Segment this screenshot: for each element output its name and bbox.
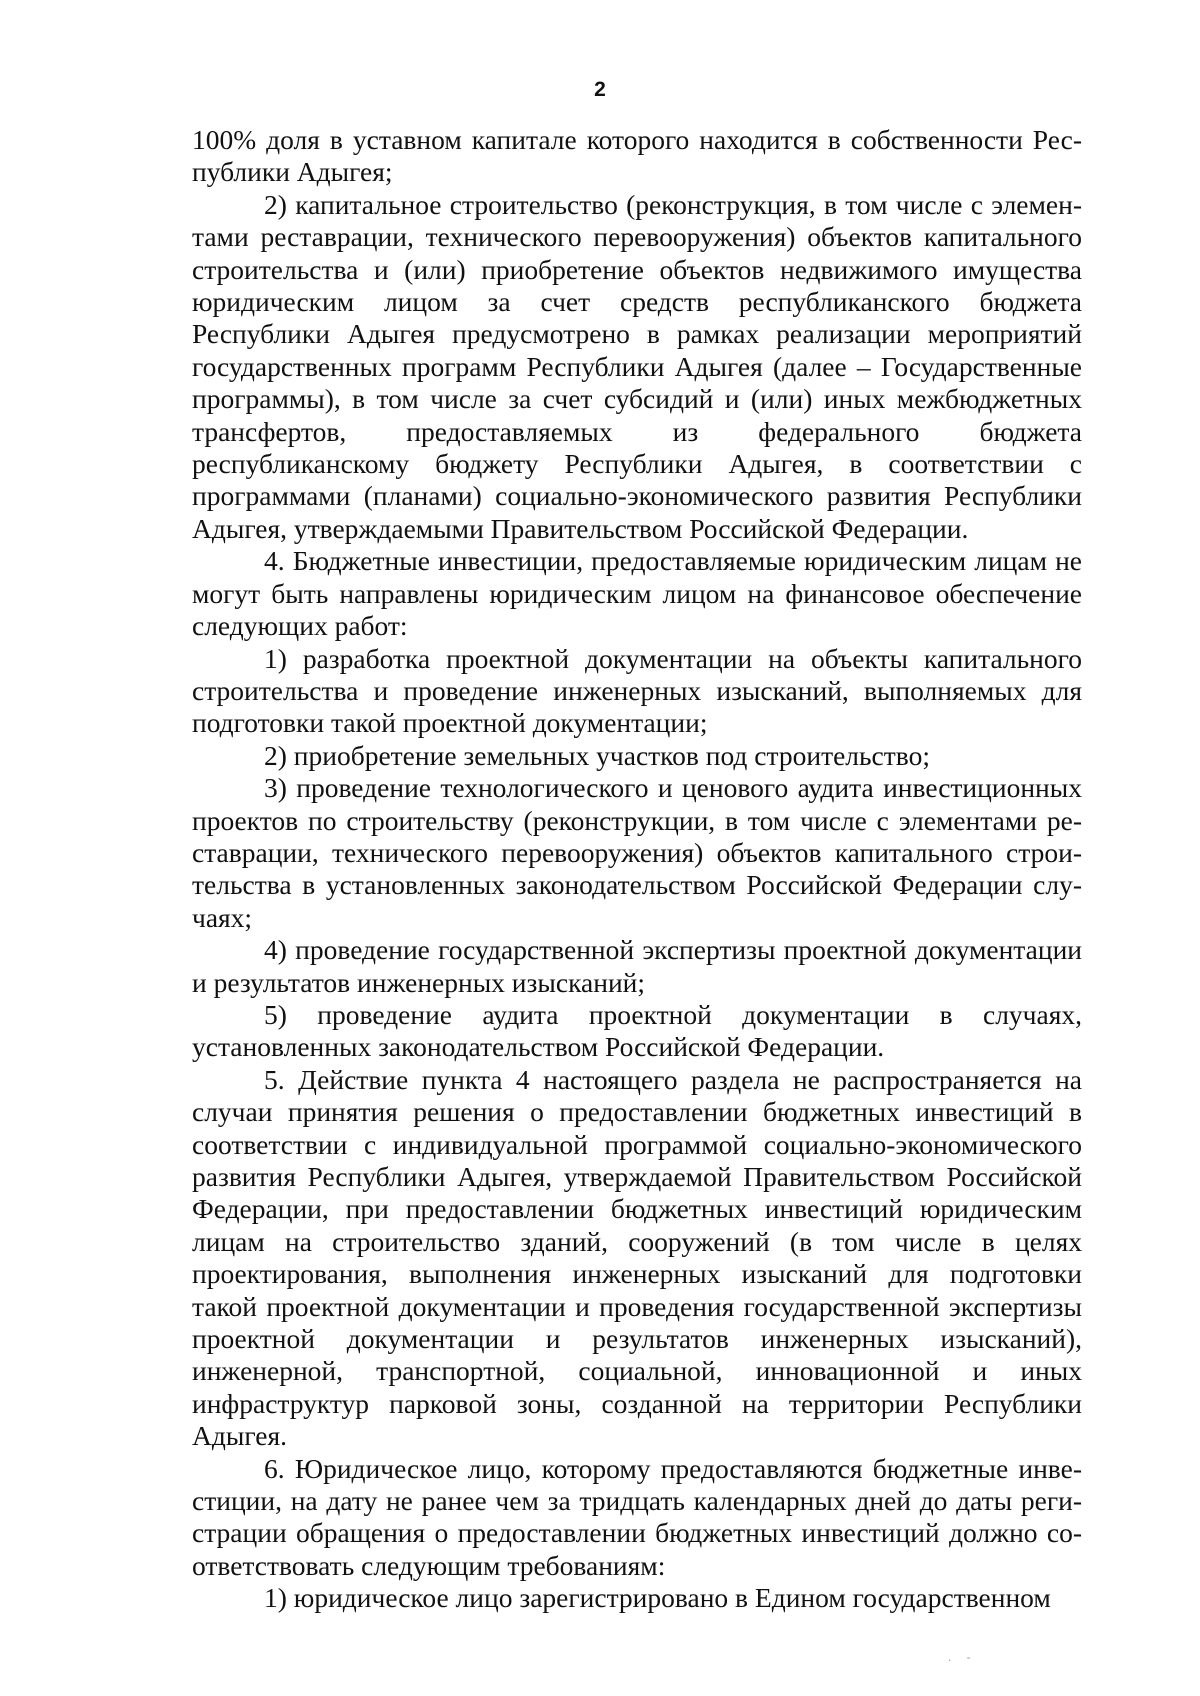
- paragraph-section-5: 5. Действие пункта 4 настоящего раздела не распространяется на случаи принятия решения о предоставлении бюджетных инвестиций в соответствии с индивидуальной программой социально-экономического развития Республики Адыгея, утверждаемой Правительством Российской Федерации, при предоставлении бюджетных инвестиций юридическим лицам на строительство зданий, сооружений (в том числе в целях проектирования, выполнения инженерных изысканий для подготовки такой проектной документации и проведения государственной экспертизы проектной документации и результатов инженерных изысканий), инженерной, транспортной, социальной, инновационной и иных инфраструктур парковой зоны, созданной на территории Республики Адыгея.: [192, 1063, 1082, 1452]
- paragraph-6-item-1: 1) юридическое лицо зарегистрировано в Едином государственном: [264, 1582, 1051, 1614]
- paragraph-4-item-4: 4) проведение государственной экспертизы проектной документации и результатов инженерных изысканий;: [192, 934, 1082, 998]
- paragraph-4-item-2: 2) приобретение земельных участков под строительство;: [264, 739, 930, 771]
- page-number: 2: [594, 78, 606, 101]
- paragraph-4-item-3: 3) проведение технологического и ценового аудита инвестиционных проектов по строительству (реконструкции, в том числе с элементами реставрации, технического перевооружения) объектов капитального строительства в установленных законодательством Российской Федерации случаях;: [192, 772, 1082, 933]
- paragraph-4-item-5: 5) проведение аудита проектной документации в случаях, установленных законодательством Российской Федерации.: [192, 998, 1082, 1063]
- paragraph-4-item-1: 1) разработка проектной документации на объекты капитального строительства и проведение инженерных изысканий, выполняемых для подготовки такой проектной документации;: [192, 642, 1082, 739]
- paragraph-item-2-capital-construction: 2) капитальное строительство (реконструкция, в том числе с элементами реставрации, технического перевооружения) объектов капитального строительства и (или) приобретение объектов недвижимого имущества юридическим лицом за счет средств республиканского бюджета Республики Адыгея предусмотрено в рамках реализации мероприятий государственных программ Республики Адыгея (далее – Государственные программы), в том числе за счет субсидий и (или) иных межбюджетных трансфертов, предоставляемых из федерального бюджета республиканскому бюджету Республики Адыгея, в соответствии с программами (планами) социально-экономического развития Республики Адыгея, утверждаемыми Правительством Российской Федерации.: [192, 188, 1082, 544]
- paragraph-section-6: 6. Юридическое лицо, которому предоставляются бюджетные инвестиции, на дату не ранее чем за тридцать календарных дней до даты регистрации обращения о предоставлении бюджетных инвестиций должно соответствовать следующим требованиям:: [192, 1452, 1082, 1581]
- paragraph-section-4: 4. Бюджетные инвестиции, предоставляемые юридическим лицам не могут быть направлены юридическим лицом на финансовое обеспечение следующих работ:: [192, 545, 1082, 642]
- document-body: [192, 124, 1082, 1615]
- paragraph-continuation: 100% доля в уставном капитале которого находится в собственности Республики Адыгея;: [192, 124, 1082, 188]
- scan-artifact-mark: . -: [948, 1650, 977, 1664]
